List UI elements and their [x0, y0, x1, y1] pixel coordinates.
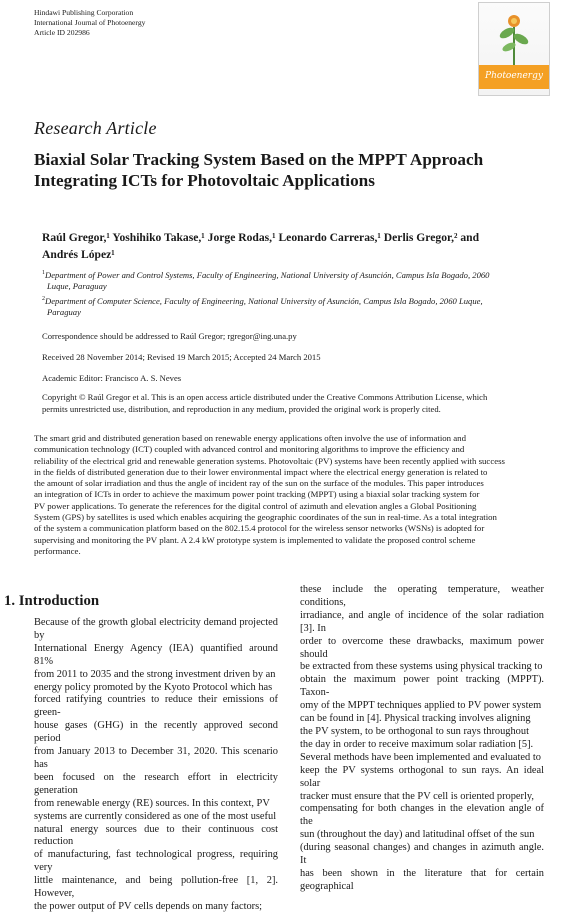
body-line: these include the operating temperature, weather conditions, — [300, 584, 544, 608]
body-line: can be found in [4]. Physical tracking involves aligning — [300, 713, 531, 725]
body-line: International Energy Agency (IEA) quantified around 81% — [34, 642, 278, 667]
body-line: natural energy sources due to their continuous cost reduction — [34, 823, 278, 848]
body-line: the day in order to receive maximum solar radiation [5]. — [300, 738, 534, 750]
affiliation-text: Department of Computer Science, Faculty of Engineering, National University of Asunción, Campus Isla Bogado, 2060 Luque, — [45, 295, 483, 306]
body-line: systems are currently considered as one of the most useful — [34, 810, 277, 822]
body-line: Because of the growth global electricity demand projected by — [34, 617, 278, 641]
correspondence: Correspondence should be addressed to Raúl Gregor; rgregor@ing.una.py — [42, 331, 297, 341]
abstract — [34, 433, 545, 557]
copyright-notice — [42, 392, 546, 415]
authors-line: Andrés López¹ — [42, 248, 115, 261]
affiliation-2 — [42, 294, 547, 319]
body-line: forced ratifying countries to reduce their emissions of green- — [34, 694, 278, 719]
body-line: been focused on the research effort in electricity generation — [34, 771, 278, 796]
abstract-line: of the system a communication platform based on the 802.15.4 protocol for the wireless sensor networks (WSNs) is adopted for — [34, 523, 485, 534]
journal-header — [34, 8, 145, 38]
article-id: Article ID 202986 — [34, 28, 90, 37]
abstract-line: PV power applications. To generate the references for the digital control of azimuth and elevation angles a Global Positioning — [34, 500, 477, 511]
body-line: tracker must ensure that the PV cell is oriented properly, — [300, 790, 535, 802]
body-line: keep the PV systems orthogonal to sun rays. An ideal solar — [300, 764, 544, 789]
section-heading: 1. Introduction — [4, 593, 100, 609]
body-line: little maintenance, and being pollution-free [1, 2]. However, — [34, 875, 278, 900]
abstract-line: communication technology (ICT) coupled with advanced control and monitoring algorithms to improve the efficiency and — [34, 444, 465, 455]
body-line: has been shown in the literature that for certain geographical — [300, 867, 544, 892]
body-line: the power output of PV cells depends on many factors; — [34, 900, 263, 912]
authors-line: Raúl Gregor,¹ Yoshihiko Takase,¹ Jorge Rodas,¹ Leonardo Carreras,¹ Derlis Gregor,² and — [42, 231, 480, 244]
author-list — [42, 229, 542, 263]
copyright-line: permits unrestricted use, distribution, and reproduction in any medium, provided the original work is properly cited. — [42, 403, 441, 414]
affiliation-number: 2 — [42, 296, 45, 302]
copyright-line: Copyright © Raúl Gregor et al. This is an open access article distributed under the Creative Commons Attribution License, which — [42, 392, 488, 402]
body-line: obtain the maximum power point tracking (MPPT). Taxon- — [300, 674, 544, 699]
body-line: house gases (GHG) in the recently approved second period — [34, 720, 278, 745]
title-line: Biaxial Solar Tracking System Based on the MPPT Approach — [34, 150, 484, 169]
abstract-line: reliability of the electrical grid and renewable generation systems. Photovoltaic (PV) systems have been recently applied with success — [34, 455, 505, 466]
abstract-line: System (GPS) by satellites is used which enables acquiring the geographic coordinates of the sun in real-time. As a total integration — [34, 512, 497, 523]
body-line: from January 2013 to December 31, 2020. This scenario has — [34, 746, 278, 770]
body-line: from 2011 to 2035 and the strong investment driven by an — [34, 668, 276, 680]
affiliation-number: 1 — [42, 270, 45, 276]
received-dates: Received 28 November 2014; Revised 19 March 2015; Accepted 24 March 2015 — [42, 352, 321, 362]
abstract-line: The smart grid and distributed generation based on renewable energy applications often involve the use of information and — [34, 433, 466, 443]
abstract-line: performance. — [34, 545, 81, 556]
body-line: omy of the MPPT techniques applied to PV power system — [300, 700, 542, 712]
body-line: energy policy promoted by the Kyoto Protocol which has — [34, 681, 273, 693]
affiliation-1 — [42, 268, 547, 293]
body-line: sun (throughout the day) and latitudinal offset of the sun — [300, 829, 535, 841]
academic-editor: Academic Editor: Francisco A. S. Neves — [42, 373, 182, 383]
plant-illustration — [497, 9, 531, 65]
body-column-right — [300, 584, 544, 894]
abstract-line: supervising and monitoring the PV plant. A 2.4 kW prototype system is implemented to validate the proposed control scheme — [34, 534, 476, 545]
body-line: irradiance, and angle of incidence of the solar radiation [3]. In — [300, 609, 544, 634]
cover-title: Photoenergy — [485, 71, 543, 81]
body-line: be extracted from these systems using physical tracking to — [300, 661, 543, 673]
affiliation-text: Department of Power and Control Systems, Faculty of Engineering, National University of Asunción, Campus Isla Bogado, 2060 — [45, 269, 490, 280]
journal-cover-image — [478, 2, 550, 96]
journal-name: International Journal of Photoenergy — [34, 18, 146, 27]
body-column-left — [34, 617, 278, 914]
paper-title — [34, 149, 544, 191]
body-line: Several methods have been implemented and evaluated to — [300, 751, 541, 763]
body-line: compensating for both changes in the elevation angle of the — [300, 803, 544, 828]
body-line: the PV system, to be orthogonal to sun rays throughout — [300, 725, 529, 737]
abstract-line: an integration of ICTs in order to achieve the maximum power point tracking (MPPT) using a biaxial solar tracking system for — [34, 489, 480, 500]
title-line: Integrating ICTs for Photovoltaic Applications — [34, 171, 375, 190]
article-type: Research Article — [34, 118, 157, 138]
body-line: order to overcome these drawbacks, maximum power should — [300, 635, 544, 660]
publisher-name: Hindawi Publishing Corporation — [34, 8, 134, 17]
body-line: (during seasonal changes) and changes in azimuth angle. It — [300, 842, 544, 867]
body-line: from renewable energy (RE) sources. In this context, PV — [34, 797, 270, 809]
body-line: of manufacturing, fast technological progress, requiring very — [34, 849, 278, 874]
abstract-line: in the fields of distributed generation due to their lower environmental impact where the electrical energy generation is related to — [34, 466, 488, 477]
abstract-line: the amount of solar irradiation and thus the angle of incident ray of the sun on the surface of the modules. This paper introduces — [34, 478, 484, 489]
affiliation-text: Paraguay — [47, 307, 81, 318]
affiliation-text: Luque, Paraguay — [47, 281, 107, 292]
